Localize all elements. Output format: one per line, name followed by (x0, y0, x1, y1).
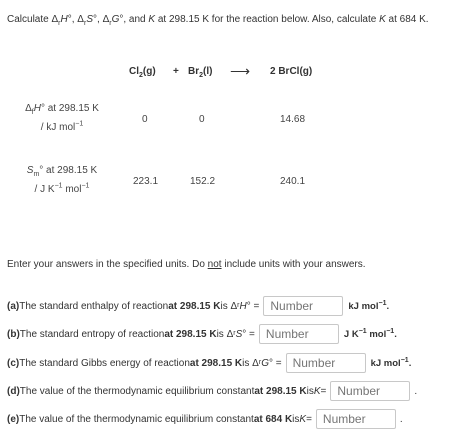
unit-c: kJ mol$^{-1}$. (370, 356, 412, 369)
enthalpy-brcl-value: 14.68 (280, 114, 306, 125)
product-brcl: 2 BrCl(g) (270, 66, 313, 77)
answer-b-input[interactable] (259, 324, 339, 344)
answer-c-input[interactable] (286, 353, 366, 373)
enthalpy-br2-value: 0 (199, 114, 205, 125)
instructions: Enter your answers in the specified units. Do not include units with your answers. (7, 259, 366, 270)
unit-b: J $K^{-1}$ mol$^{-1}$. (343, 327, 397, 340)
plus-sign: + (173, 66, 179, 77)
problem-statement: Calculate $\Delta_rH^\circ$, $\Delta_rS^\circ$, $\Delta_rG^\circ$, and K at 298.15 K for the reaction below. Also, calculate K at 684 K. (7, 14, 429, 27)
reactant-br2: $Br_2(l)$ (188, 66, 213, 79)
question-e: (e) The value of the thermodynamic equilibrium constant at 684 K is K = Number . (7, 409, 403, 429)
question-b: (b) The standard entropy of reaction at 298.15 K is Δ r S ° = Number J $K^{-1}$ mol$^{-1}$. (7, 324, 397, 344)
reactant-cl2: $Cl_2(g)$ (129, 66, 156, 79)
reaction-arrow-icon: ⟶ (230, 63, 251, 79)
question-a: (a) The standard enthalpy of reaction at 298.15 K is Δ r H ° = Number kJ mol$^{-1}$. (7, 296, 389, 316)
answer-d-input[interactable] (330, 381, 410, 401)
period-d: . (414, 385, 418, 397)
enthalpy-cl2-value: 0 (142, 114, 148, 125)
question-d: (d) The value of the thermodynamic equilibrium constant at 298.15 K is K = Number . (7, 381, 417, 401)
answer-e-input[interactable] (316, 409, 396, 429)
entropy-cl2-value: 223.1 (133, 176, 159, 187)
question-c: (c) The standard Gibbs energy of reaction at 298.15 K is Δ r G ° = Number kJ mol$^{-1}$. (7, 353, 411, 373)
answer-a-input[interactable] (263, 296, 343, 316)
row-label-enthalpy: $\Delta_fH^\circ$ at 298.15 K / kJ mol$^{-1}$ (25, 103, 99, 133)
entropy-brcl-value: 240.1 (280, 176, 306, 187)
entropy-br2-value: 152.2 (190, 176, 216, 187)
period-e: . (399, 413, 403, 425)
unit-a: kJ mol$^{-1}$. (348, 299, 390, 312)
row-label-entropy: $S_m^\circ$ at 298.15 K / J $K^{-1}$ mol$^{-1}$ (26, 165, 98, 195)
